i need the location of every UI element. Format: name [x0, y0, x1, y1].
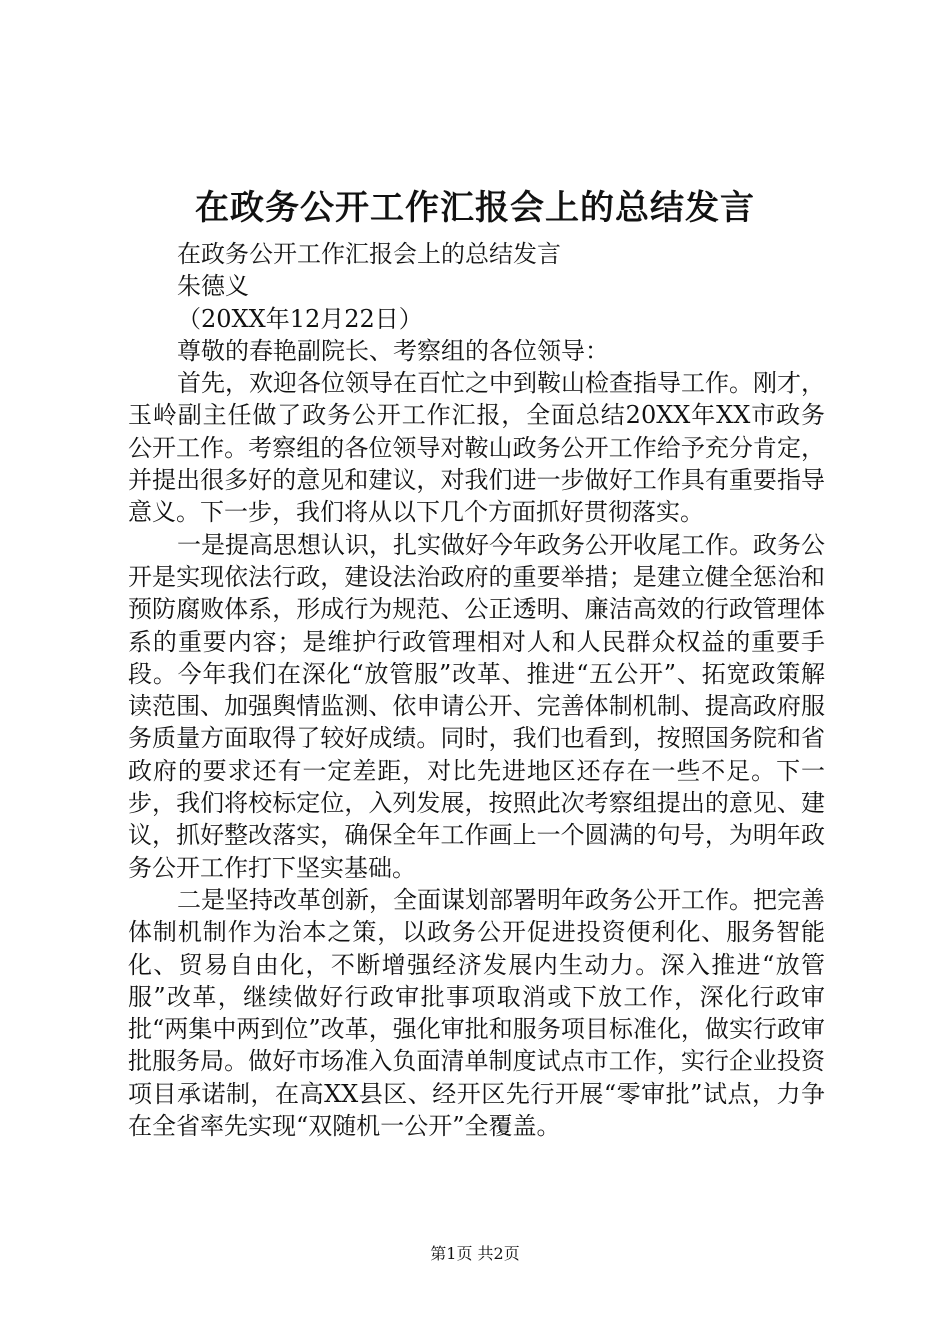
document-body	[128, 238, 825, 1142]
date-line: （20XX年12月22日）	[177, 304, 423, 333]
subtitle-line: 在政务公开工作汇报会上的总结发言	[177, 240, 561, 268]
paragraph-intro: 首先，欢迎各位领导在百忙之中到鞍山检查指导工作。刚才，玉岭副主任做了政务公开工作汇报，全面总结20XX年XX市政务公开工作。考察组的各位领导对鞍山政务公开工作给予充分肯定，并提出很多好的意见和建议，对我们进一步做好工作具有重要指导意义。下一步，我们将从以下几个方面抓好贯彻落实。	[128, 369, 825, 527]
paragraph-point-one: 一是提高思想认识，扎实做好今年政务公开收尾工作。政务公开是实现依法行政，建设法治政府的重要举措；是建立健全惩治和预防腐败体系，形成行为规范、公正透明、廉洁高效的行政管理体系的重要内容；是维护行政管理相对人和人民群众权益的重要手段。今年我们在深化“放管服”改革、推进“五公开”、拓宽政策解读范围、加强舆情监测、依申请公开、完善体制机制、提高政府服务质量方面取得了较好成绩。同时，我们也看到，按照国务院和省政府的要求还有一定差距，对比先进地区还存在一些不足。下一步，我们将校标定位，入列发展，按照此次考察组提出的意见、建议，抓好整改落实，确保全年工作画上一个圆满的句号，为明年政务公开工作打下坚实基础。	[128, 530, 825, 882]
document-title: 在政务公开工作汇报会上的总结发言	[195, 188, 755, 228]
author-line: 朱德义	[177, 272, 249, 301]
salutation-line: 尊敬的春艳副院长、考察组的各位领导：	[177, 336, 609, 365]
page-number-footer: 第1页 共2页	[430, 1244, 520, 1263]
paragraph-point-two: 二是坚持改革创新，全面谋划部署明年政务公开工作。把完善体制机制作为治本之策，以政务公开促进投资便利化、服务智能化、贸易自由化，不断增强经济发展内生动力。深入推进“放管服”改革，继续做好行政审批事项取消或下放工作，深化行政审批“两集中两到位”改革，强化审批和服务项目标准化，做实行政审批服务局。做好市场准入负面清单制度试点市工作，实行企业投资项目承诺制，在高XX县区、经开区先行开展“零审批”试点，力争在全省率先实现“双随机一公开”全覆盖。	[128, 885, 825, 1141]
